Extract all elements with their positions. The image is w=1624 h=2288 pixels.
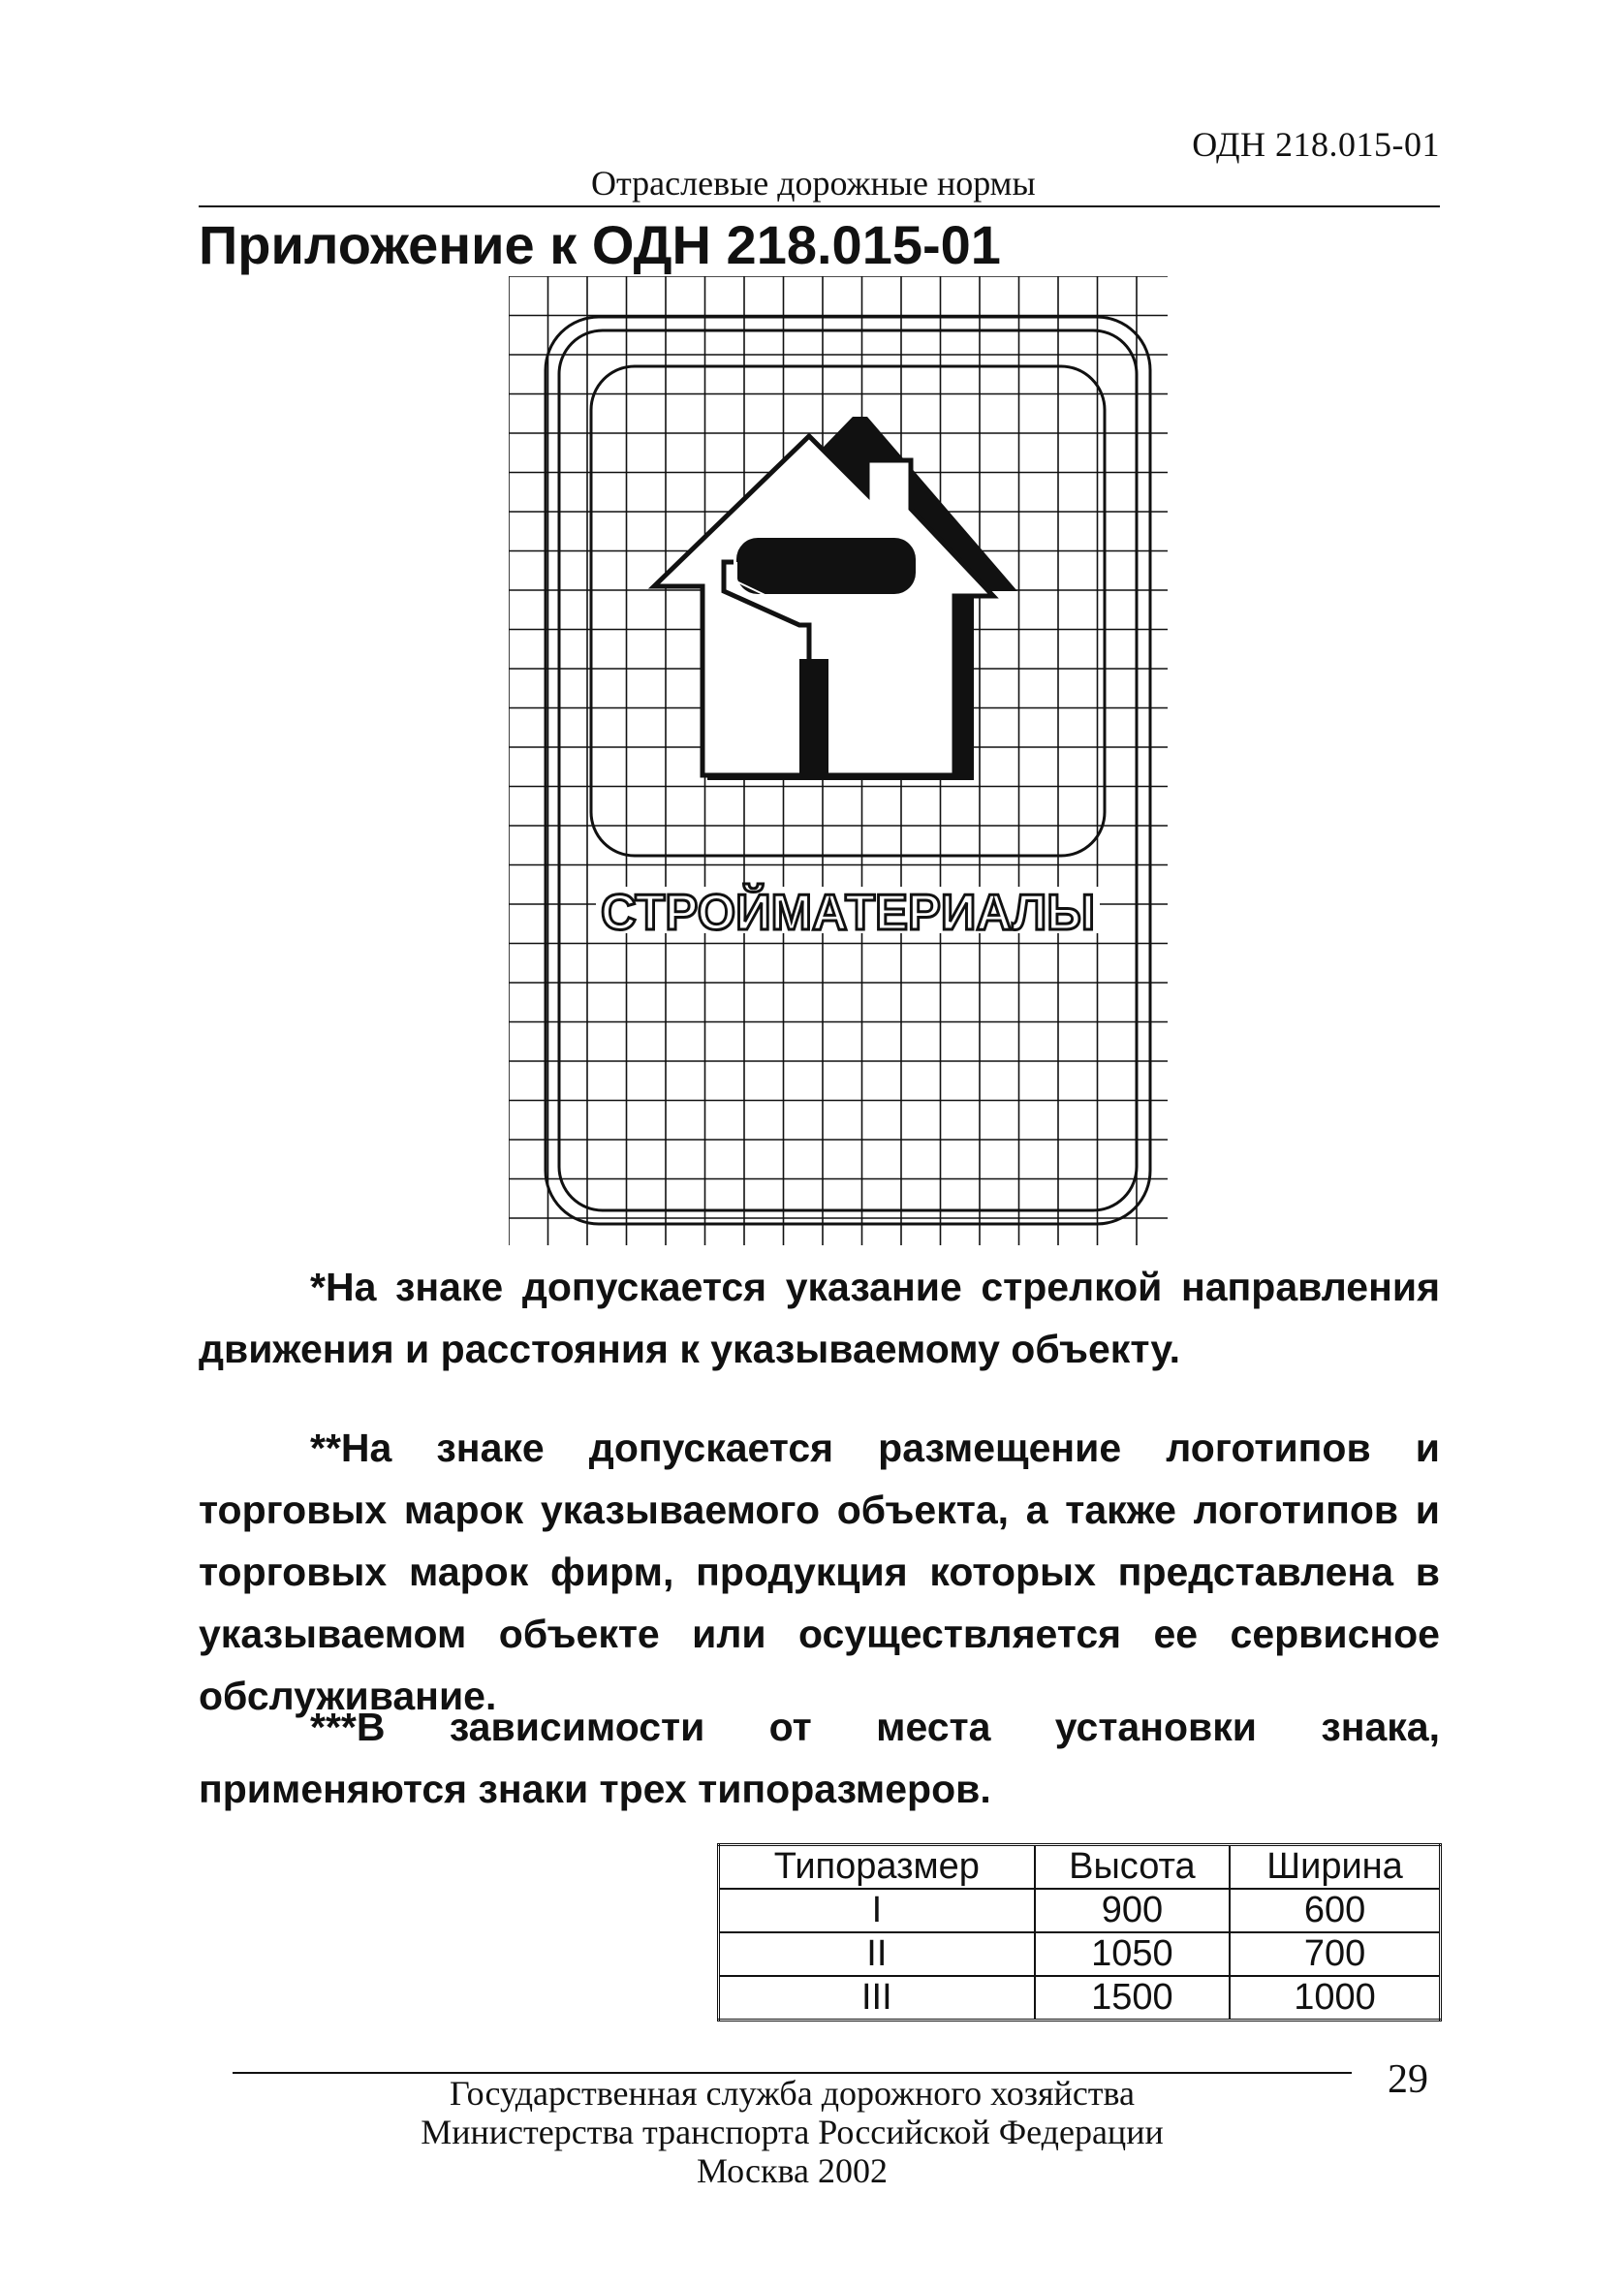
table-row [719, 1976, 1441, 2021]
note-sizes [199, 1696, 1440, 1820]
column-header-height: Высота [1035, 1845, 1230, 1890]
house-with-paint-roller-icon [654, 417, 1017, 780]
table-cell: 700 [1230, 1932, 1440, 1976]
table-cell: 600 [1230, 1889, 1440, 1932]
table-row [719, 1932, 1441, 1976]
publisher-footer [233, 2074, 1352, 2190]
table-cell: 900 [1035, 1889, 1230, 1932]
table-cell: 1050 [1035, 1932, 1230, 1976]
table-cell: 1500 [1035, 1976, 1230, 2021]
document-series: Отраслевые дорожные нормы [591, 164, 1036, 203]
footer-line-2: Министерства транспорта Российской Федерации [421, 2113, 1164, 2151]
note-arrow-direction [199, 1256, 1440, 1380]
table-row [719, 1889, 1441, 1932]
table-cell: II [719, 1932, 1035, 1976]
sign-caption [596, 884, 1108, 941]
note-logotypes [199, 1417, 1440, 1727]
page-title: Приложение к ОДН 218.015-01 [199, 214, 1001, 275]
sign-drawing [509, 276, 1187, 1265]
header-divider [199, 205, 1440, 207]
size-table [717, 1843, 1442, 2022]
column-header-size-type: Типоразмер [719, 1845, 1035, 1890]
document-code: ОДН 218.015-01 [1192, 125, 1440, 164]
note-text-1: *На знаке допускается указание стрелкой направления движения и расстояния к указываемому объекту. [199, 1265, 1440, 1371]
note-text-2: **На знаке допускается размещение логотипов и торговых марок указываемого объекта, а также логотипов и торговых марок фирм, продукция которых представлена в указываемом объекте или осуществляется ее сервисное обслуживание. [199, 1426, 1440, 1718]
table-cell: III [719, 1976, 1035, 2021]
column-header-width: Ширина [1230, 1845, 1440, 1890]
footer-line-1: Государственная служба дорожного хозяйства [449, 2074, 1136, 2113]
sign-caption-text: СТРОЙМАТЕРИАЛЫ [601, 885, 1108, 941]
note-text-3: ***В зависимости от места установки знака, применяются знаки трех типоразмеров. [199, 1705, 1440, 1811]
footer-line-3: Москва 2002 [697, 2151, 888, 2190]
table-cell: 1000 [1230, 1976, 1440, 2021]
table-cell: I [719, 1889, 1035, 1932]
table-header-row [719, 1845, 1441, 1890]
page-number: 29 [1388, 2057, 1428, 2102]
sign-svg [509, 276, 1187, 1265]
